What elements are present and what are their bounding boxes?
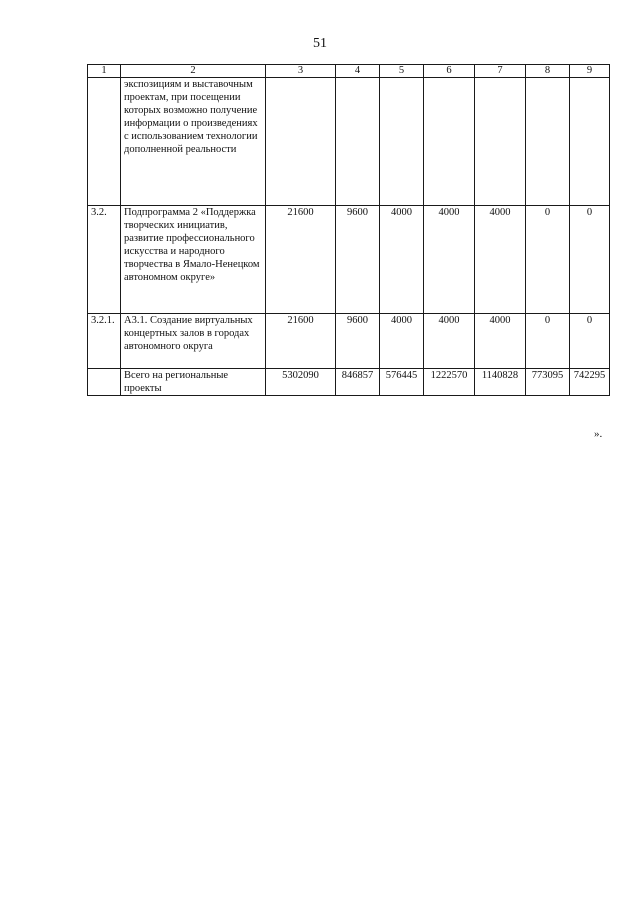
value-cell [526, 78, 570, 206]
row-name: экспозициям и выставочным проектам, при посещении которых возможно получение информации о произведениях с использованием технологии дополненной реальности [121, 78, 266, 206]
value-cell: 21600 [266, 206, 336, 314]
value-cell [336, 78, 380, 206]
header-col-9: 9 [570, 65, 610, 78]
row-code: 3.2. [88, 206, 121, 314]
table-row [88, 206, 610, 314]
table-row [88, 78, 610, 206]
total-row [88, 369, 610, 396]
row-name: А3.1. Создание виртуальных концертных залов в городах автономного округа [121, 314, 266, 369]
value-cell: 4000 [475, 314, 526, 369]
header-col-7: 7 [475, 65, 526, 78]
row-code [88, 369, 121, 396]
value-cell: 5302090 [266, 369, 336, 396]
value-cell: 4000 [424, 314, 475, 369]
page-number: 51 [313, 36, 327, 51]
value-cell: 4000 [475, 206, 526, 314]
value-cell: 0 [570, 314, 610, 369]
value-cell: 9600 [336, 206, 380, 314]
value-cell [266, 78, 336, 206]
value-cell: 4000 [380, 206, 424, 314]
value-cell: 1222570 [424, 369, 475, 396]
table-row [88, 314, 610, 369]
row-code: 3.2.1. [88, 314, 121, 369]
row-name: Всего на региональные проекты [121, 369, 266, 396]
header-col-6: 6 [424, 65, 475, 78]
value-cell: 9600 [336, 314, 380, 369]
value-cell: 0 [526, 314, 570, 369]
header-row [88, 65, 610, 78]
value-cell: 0 [570, 206, 610, 314]
value-cell [475, 78, 526, 206]
value-cell: 4000 [380, 314, 424, 369]
value-cell: 742295 [570, 369, 610, 396]
header-col-8: 8 [526, 65, 570, 78]
value-cell: 846857 [336, 369, 380, 396]
value-cell: 21600 [266, 314, 336, 369]
value-cell: 576445 [380, 369, 424, 396]
header-col-5: 5 [380, 65, 424, 78]
value-cell: 0 [526, 206, 570, 314]
header-col-2: 2 [121, 65, 266, 78]
header-col-3: 3 [266, 65, 336, 78]
header-col-1: 1 [88, 65, 121, 78]
value-cell [570, 78, 610, 206]
value-cell: 773095 [526, 369, 570, 396]
row-name: Подпрограмма 2 «Поддержка творческих инициатив, развитие профессионального искусства и народного творчества в Ямало-Ненецком автономном округе» [121, 206, 266, 314]
header-col-4: 4 [336, 65, 380, 78]
closing-quote-mark: ». [594, 428, 603, 440]
value-cell: 4000 [424, 206, 475, 314]
value-cell: 1140828 [475, 369, 526, 396]
budget-table [87, 64, 610, 396]
value-cell [424, 78, 475, 206]
value-cell [380, 78, 424, 206]
row-code [88, 78, 121, 206]
